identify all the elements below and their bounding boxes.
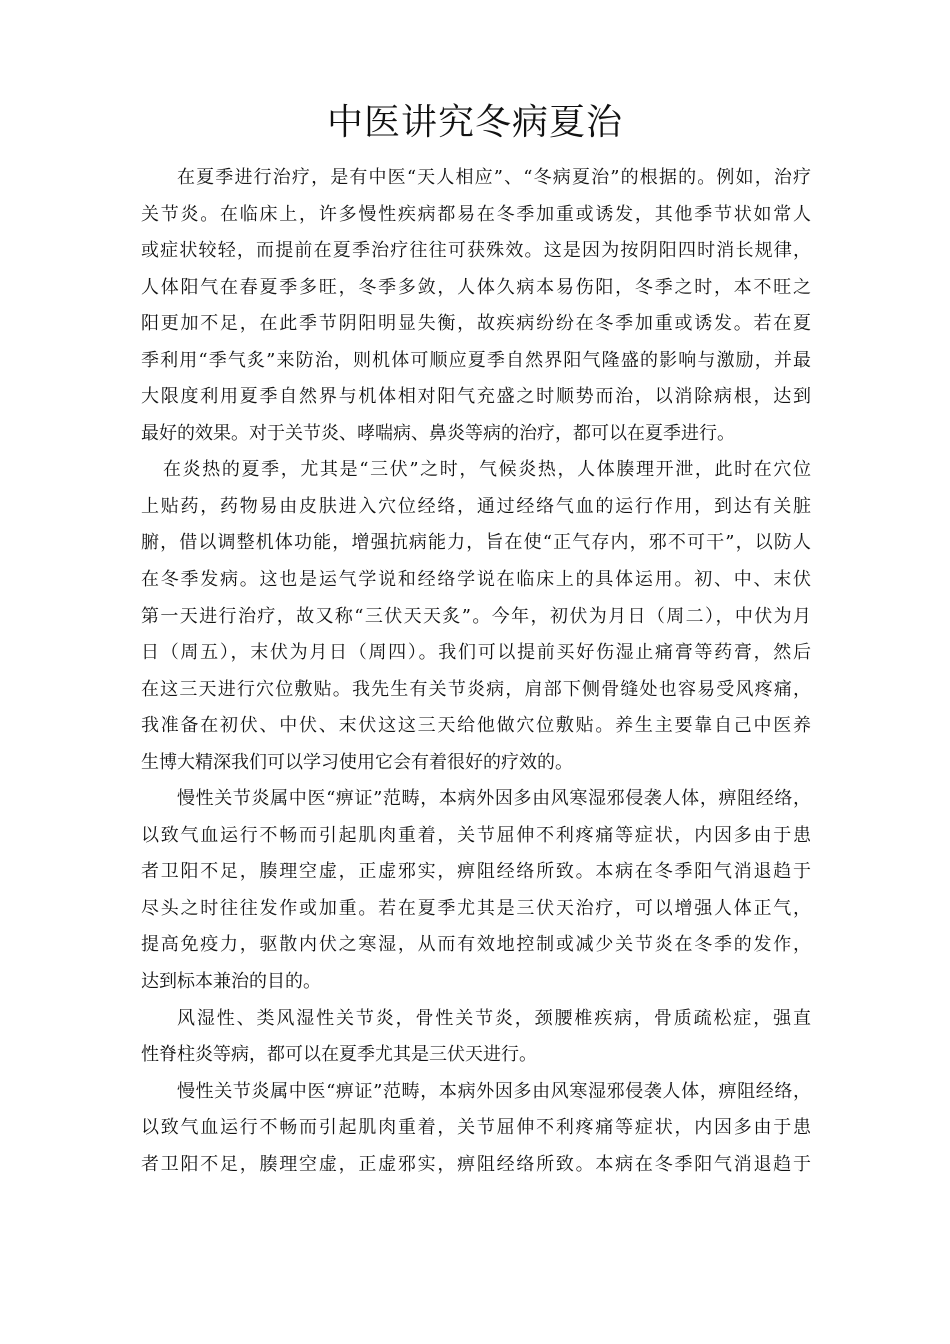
text-line: 在这三天进行穴位敷贴。我先生有关节炎病，肩部下侧骨缝处也容易受风疼痛， — [141, 678, 811, 700]
paragraph — [141, 160, 811, 452]
text-line: 在炎热的夏季，尤其是“三伏”之时，气候炎热，人体腠理开泄，此时在穴位 — [163, 459, 811, 481]
document-title: 中医讲究冬病夏治 — [326, 102, 623, 143]
text-line: 尽头之时往往发作或加重。若在夏季尤其是三伏天治疗，可以增强人体正气， — [141, 897, 811, 919]
text-line: 我准备在初伏、中伏、末伏这这三天给他做穴位敷贴。养生主要靠自己中医养 — [141, 715, 811, 737]
text-line: 日（周五），末伏为月日（周四）。我们可以提前买好伤湿止痛膏等药膏，然后 — [141, 642, 811, 664]
text-line: 上贴药，药物易由皮肤进入穴位经络，通过经络气血的运行作用，到达有关脏 — [141, 495, 811, 517]
text-line: 腑，借以调整机体功能，增强抗病能力，旨在使“正气存内，邪不可干”，以防人 — [141, 532, 811, 554]
paragraph — [141, 781, 811, 1000]
text-line: 生博大精深我们可以学习使用它会有着很好的疗效的。 — [141, 751, 573, 773]
text-line: 慢性关节炎属中医“痹证”范畴，本病外因多由风寒湿邪侵袭人体，痹阻经络， — [177, 1080, 811, 1102]
text-line: 最好的效果。对于关节炎、哮喘病、鼻炎等病的治疗，都可以在夏季进行。 — [141, 422, 735, 444]
text-line: 或症状较轻，而提前在夏季治疗往往可获殊效。这是因为按阴阳四时消长规律， — [141, 240, 811, 262]
text-line: 大限度利用夏季自然界与机体相对阳气充盛之时顺势而治，以消除病根，达到 — [141, 386, 811, 408]
text-line: 慢性关节炎属中医“痹证”范畴，本病外因多由风寒湿邪侵袭人体，痹阻经络， — [177, 788, 811, 810]
text-line: 第一天进行治疗，故又称“三伏天天炙”。今年，初伏为月日（周二），中伏为月 — [141, 605, 811, 627]
paragraph — [141, 1074, 811, 1184]
text-line: 关节炎。在临床上，许多慢性疾病都易在冬季加重或诱发，其他季节状如常人 — [141, 203, 811, 225]
text-line: 者卫阳不足，腠理空虚，正虚邪实，痹阻经络所致。本病在冬季阳气消退趋于 — [141, 1153, 811, 1175]
text-line: 达到标本兼治的目的。 — [141, 971, 321, 993]
text-line: 者卫阳不足，腠理空虚，正虚邪实，痹阻经络所致。本病在冬季阳气消退趋于 — [141, 861, 811, 883]
text-line: 以致气血运行不畅而引起肌肉重着，关节屈伸不利疼痛等症状，内因多由于患 — [141, 824, 811, 846]
paragraph — [141, 452, 811, 781]
text-line: 在夏季进行治疗，是有中医“天人相应”、“冬病夏治”的根据的。例如，治疗 — [177, 167, 811, 188]
paragraph — [141, 1001, 811, 1074]
text-line: 季利用“季气炙”来防治，则机体可顺应夏季自然界阳气隆盛的影响与激励，并最 — [141, 349, 811, 371]
text-line: 提高免疫力，驱散内伏之寒湿，从而有效地控制或减少关节炎在冬季的发作， — [141, 934, 811, 956]
text-line: 人体阳气在春夏季多旺，冬季多敛，人体久病本易伤阳，冬季之时，本不旺之 — [141, 276, 811, 298]
text-line: 阳更加不足，在此季节阴阳明显失衡，故疾病纷纷在冬季加重或诱发。若在夏 — [141, 313, 811, 335]
text-line: 性脊柱炎等病，都可以在夏季尤其是三伏天进行。 — [141, 1044, 537, 1066]
text-line: 风湿性、类风湿性关节炎，骨性关节炎，颈腰椎疾病，骨质疏松症，强直 — [177, 1007, 811, 1029]
text-line: 以致气血运行不畅而引起肌肉重着，关节屈伸不利疼痛等症状，内因多由于患 — [141, 1117, 811, 1139]
text-line: 在冬季发病。这也是运气学说和经络学说在临床上的具体运用。初、中、末伏 — [141, 569, 811, 591]
document-body — [141, 160, 811, 1183]
